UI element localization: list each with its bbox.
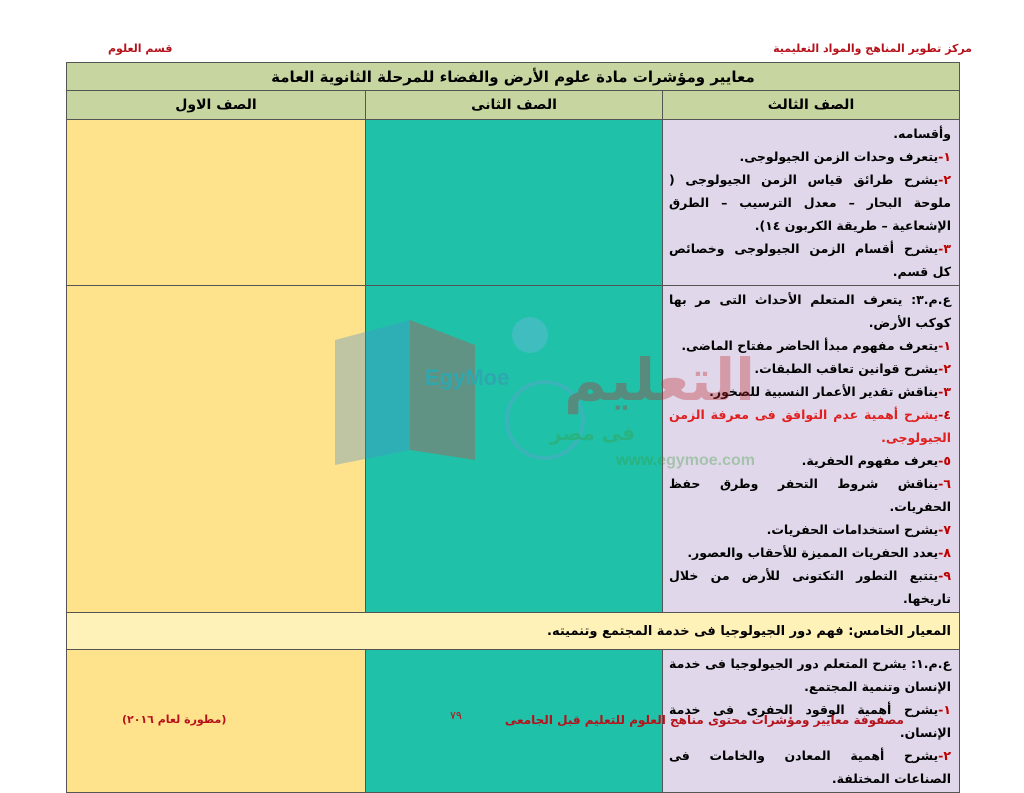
row2-item [669,380,951,403]
footer-note: (مطورة لعام ٢٠١٦) [122,713,227,726]
standards-table [66,62,960,793]
row2-item [669,357,951,380]
row2-item-number: ٣- [938,384,951,399]
row2-item-text: يناقش تقدير الأعمار النسبية للصخور. [709,384,939,399]
row2-item-number: ٢- [938,361,951,376]
row1-item-text: يتعرف وحدات الزمن الجيولوجى. [739,149,939,164]
row3-item-text: يشرح أهمية الوقود الحفرى فى خدمة الإنسان. [669,702,951,740]
row3-item-text: يشرح أهمية المعادن والخامات فى الصناعات المختلفة. [669,748,951,786]
row2-item-text: يشرح استخدامات الحفريات. [766,522,939,537]
column-header-grade1: الصف الاول [67,91,366,120]
table-title: معايير ومؤشرات مادة علوم الأرض والفضاء للمرحلة الثانوية العامة [67,63,960,91]
row2-intro: ع.م.٣: يتعرف المتعلم الأحداث التى مر بها كوكب الأرض. [669,292,951,330]
row3-item-number: ٢- [938,748,951,763]
row1-item-text: يشرح أقسام الزمن الجيولوجى وخصائص كل قسم. [669,241,951,279]
grade3-cell-row1 [663,120,960,286]
row1-item [669,145,951,168]
row1-item-text: وأقسامه. [893,126,951,141]
row1-item-number: ٢- [938,172,951,187]
watermark-url: www.egymoe.com [616,452,755,469]
row2-item [669,403,951,449]
row1-item [669,237,951,283]
row1-item-number: ٣- [938,241,951,256]
footer-title: مصفوفة معايير ومؤشرات محتوى مناهج العلوم للتعليم قبل الجامعى [504,713,904,727]
row2-item-number: ٥- [938,453,951,468]
row2-item [669,518,951,541]
row2-item-number: ٧- [938,522,951,537]
row3-item-number: ١- [938,702,951,717]
row2-item-text: يعدد الحفريات المميزة للأحقاب والعصور. [687,545,939,560]
row2-item-text: يتتبع التطور التكتونى للأرض من خلال تاريخها. [669,568,951,606]
watermark-arabic-main: التعليم [564,346,755,414]
row2-item-text: يعرف مفهوم الحفرية. [801,453,939,468]
row1-item-text: يشرح طرائق قياس الزمن الجيولوجى ( ملوحة البحار – معدل الترسيب – الطرق الإشعاعية – طريقة الكربون ١٤). [669,172,951,233]
row2-item-text: يتعرف مفهوم مبدأ الحاضر مفتاح الماضى. [681,338,939,353]
grade1-cell-row1 [67,120,366,286]
row2-item-text: يناقش شروط التحفر وطرق حفظ الحفريات. [669,476,951,514]
row2-item-number: ٩- [938,568,951,583]
row2-item-number: ٦- [938,476,951,491]
row1-item [669,168,951,237]
header-dept: قسم العلوم [108,42,173,55]
grade3-cell-row2 [663,286,960,613]
row3-item [669,744,951,790]
row2-item [669,449,951,472]
row2-item-text: يشرح قوانين تعاقب الطبقات. [754,361,939,376]
grade1-cell-row2 [67,286,366,613]
row1-text [663,120,959,285]
standard-five-row: المعيار الخامس: فهم دور الجيولوجيا فى خدمة المجتمع وتنميته. [67,613,960,650]
row2-item-number: ٨- [938,545,951,560]
column-header-grade2: الصف الثانى [366,91,663,120]
row3-intro: ع.م.١: يشرح المتعلم دور الجيولوجيا فى خدمة الإنسان وتنمية المجتمع. [669,656,951,694]
grade2-cell-row2 [366,286,663,613]
row1-item [669,122,951,145]
column-header-grade3: الصف الثالث [663,91,960,120]
row2-text [663,286,959,612]
row2-item-text: يشرح أهمية عدم التوافق فى معرفة الزمن الجيولوجى. [669,407,951,445]
row1-item-number: ١- [938,149,951,164]
watermark-arabic-sub: فى مصر [550,421,635,445]
row2-item [669,472,951,518]
row2-item [669,564,951,610]
row2-item [669,334,951,357]
header-org: مركز تطوير المناهج والمواد التعليمية [773,42,972,55]
grade2-cell-row1 [366,120,663,286]
watermark-brand: EgyMoe [425,365,510,390]
page-number: ٧٩ [450,709,462,722]
row2-item-number: ١- [938,338,951,353]
row2-item-number: ٤- [938,407,951,422]
row2-item [669,541,951,564]
